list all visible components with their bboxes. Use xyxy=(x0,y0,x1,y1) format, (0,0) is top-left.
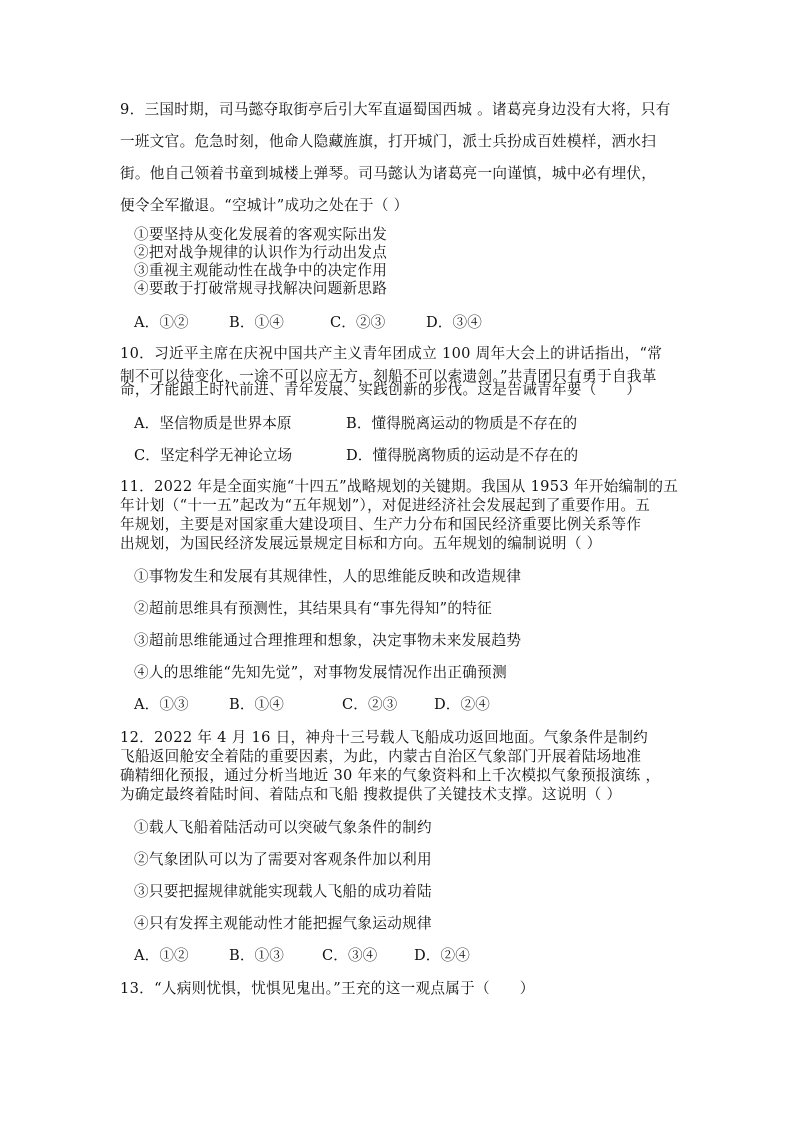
question-12-statement: ①载人飞船着陆活动可以突破气象条件的制约 xyxy=(134,819,432,836)
question-12-option-a: A．①② xyxy=(134,947,189,964)
question-9-stem-line: 街。他自己领着书童到城楼上弹琴。司马懿认为诸葛亮一向谨慎，城中必有埋伏， xyxy=(120,165,657,182)
question-12-stem-line: 为确定最终着陆时间、着陆点和飞船 搜救提供了关键技术支撑。这说明（ ） xyxy=(120,786,622,803)
question-11-stem-line: 出规划，为国民经济发展远景规定目标和方向。五年规划的编制说明（ ） xyxy=(120,535,602,552)
question-10-option-b: B．懂得脱离运动的物质是不存在的 xyxy=(346,415,578,432)
question-11-statement: ①事物发生和发展有其规律性，人的思维能反映和改造规律 xyxy=(134,568,522,585)
question-12-option-c: C．③④ xyxy=(322,947,378,964)
question-12-stem-line: 确精细化预报，通过分析当地近 30 年来的气象资料和上千次模拟气象预报演练 ， xyxy=(120,767,661,784)
question-11-stem-line: 年规划，主要是对国家重大建设项目、生产力分布和国民经济重要比例关系等作 xyxy=(120,516,642,533)
question-10-option-a: A．坚信物质是世界本原 xyxy=(134,415,292,432)
question-10-stem-line: 10．习近平主席在庆祝中国共产主义青年团成立 100 周年大会上的讲话指出，“常 xyxy=(120,345,663,362)
question-9-statement: ④要敢于打破常规寻找解决问题新思路 xyxy=(134,280,388,297)
question-11-statement: ③超前思维能通过合理推理和想象，决定事物未来发展趋势 xyxy=(134,632,522,649)
question-11-statement: ②超前思维具有预测性，其结果具有“事先得知”的特征 xyxy=(134,600,493,617)
question-9-statement: ①要坚持从变化发展着的客观实际出发 xyxy=(134,226,388,243)
question-11-option-b: B．①④ xyxy=(229,696,284,713)
question-12-statement: ④只有发挥主观能动性才能把握气象运动规律 xyxy=(134,915,432,932)
question-9-statement: ③重视主观能动性在战争中的决定作用 xyxy=(134,262,388,279)
question-10-option-d: D．懂得脱离物质的运动是不存在的 xyxy=(346,447,579,464)
question-12-option-d: D．②④ xyxy=(414,947,470,964)
question-9-option-b: B．①④ xyxy=(229,314,284,331)
question-11-stem-line: 年计划（“十一五”起改为“五年规划”），对促进经济社会发展起到了重要作用。五 xyxy=(120,497,651,514)
question-12-stem-line: 飞船返回舱安全着陆的重要因素，为此，内蒙古自治区气象部门开展着陆场地准 xyxy=(120,748,642,765)
question-9-stem-line: 便令全军撤退。“空城计”成功之处在于（ ） xyxy=(120,197,409,214)
question-12-statement: ②气象团队可以为了需要对客观条件加以利用 xyxy=(134,851,432,868)
question-11-option-a: A．①③ xyxy=(134,696,189,713)
question-11-stem-line: 11．2022 年是全面实施“十四五”战略规划的关键期。我国从 1953 年开始编制的五 xyxy=(120,478,679,495)
question-10-stem-line: 制不可以待变化，一途不可以应无方，刻船不可以索遗剑。”共青团只有勇于自我革 xyxy=(120,368,657,385)
question-9-statement: ②把对战争规律的认识作为行动出发点 xyxy=(134,244,388,261)
question-9-option-d: D．③④ xyxy=(426,314,482,331)
question-13-stem-line: 13．“人病则忧惧，忧惧见鬼出。”王充的这一观点属于（ ） xyxy=(120,980,535,997)
question-12-statement: ③只要把握规律就能实现载人飞船的成功着陆 xyxy=(134,883,432,900)
question-11-option-c: C．②③ xyxy=(342,696,398,713)
question-9-stem-line: 9．三国时期，司马懿夺取街亭后引大军直逼蜀国西城 。诸葛亮身边没有大将，只有 xyxy=(120,101,671,118)
question-10-stem-line: 命，才能跟上时代前进、青年发展、实践创新的步伐。这是告诫青年要（ ） xyxy=(120,381,642,398)
question-12-option-b: B．①③ xyxy=(229,947,284,964)
question-9-stem-line: 一班文官。危急时刻，他命人隐藏旌旗，打开城门，派士兵扮成百姓模样，洒水扫 xyxy=(120,133,657,150)
question-9-option-a: A．①② xyxy=(134,314,189,331)
question-10-option-c: C．坚定科学无神论立场 xyxy=(134,447,293,464)
question-11-statement: ④人的思维能“先知先觉”，对事物发展情况作出正确预测 xyxy=(134,664,507,681)
question-12-stem-line: 12．2022 年 4 月 16 日，神舟十三号载人飞船成功返回地面。气象条件是制约 xyxy=(120,729,648,746)
question-9-option-c: C．②③ xyxy=(330,314,386,331)
question-11-option-d: D．②④ xyxy=(434,696,490,713)
